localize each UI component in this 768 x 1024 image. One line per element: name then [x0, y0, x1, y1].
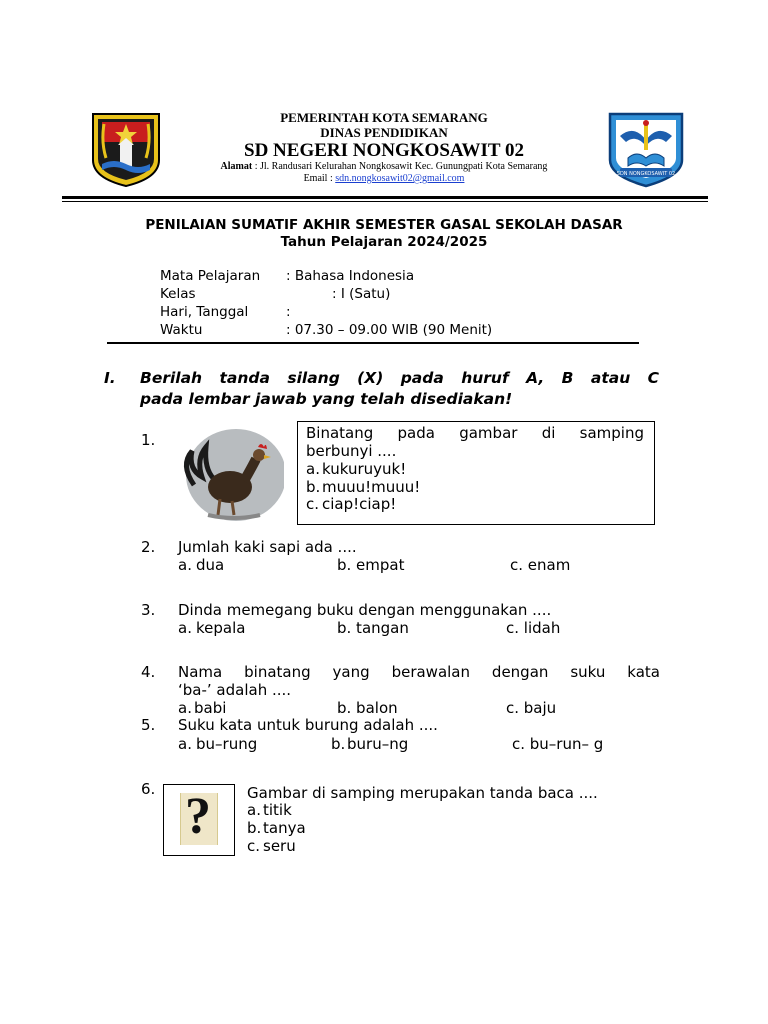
q1-option-b-letter: b. — [306, 478, 321, 496]
q1-text-line-1: Binatang pada gambar di samping — [306, 424, 644, 442]
q5-option-a[interactable]: bu–rung — [196, 735, 258, 753]
q5-text: Suku kata untuk burung adalah .... — [178, 716, 438, 734]
q6-option-c[interactable]: seru — [263, 837, 296, 855]
address-label: Alamat — [220, 161, 253, 172]
q5-number: 5. — [141, 716, 156, 734]
academic-year: Tahun Pelajaran 2024/2025 — [280, 234, 488, 250]
rooster-image — [174, 425, 284, 523]
email-link[interactable]: sdn.nongkosawit02@gmail.com — [335, 173, 465, 184]
q6-option-b[interactable]: tanya — [263, 819, 306, 837]
meta-rule — [107, 342, 639, 344]
q4-option-c[interactable]: c. baju — [506, 699, 557, 717]
q1-option-c[interactable]: ciap!ciap! — [322, 495, 397, 513]
q6-number: 6. — [141, 780, 156, 798]
meta-date-label: Hari, Tanggal — [160, 304, 249, 320]
q3-number: 3. — [141, 601, 156, 619]
q1-option-a[interactable]: kukuruyuk! — [322, 460, 407, 478]
meta-time-label: Waktu — [160, 322, 203, 338]
header-department: DINAS PENDIDIKAN — [320, 125, 448, 140]
school-name: SD NEGERI NONGKOSAWIT 02 — [244, 140, 524, 161]
q1-text-line-2: berbunyi .... — [306, 442, 397, 460]
meta-subject-value: : Bahasa Indonesia — [286, 268, 415, 284]
q1-option-a-letter: a. — [306, 460, 320, 478]
q2-option-c[interactable]: c. enam — [510, 556, 571, 574]
meta-class-label: Kelas — [160, 286, 196, 302]
q1-option-c-letter: c. — [306, 495, 320, 513]
meta-subject-label: Mata Pelajaran — [160, 268, 261, 284]
q1-number: 1. — [141, 431, 156, 449]
exam-title: PENILAIAN SUMATIF AKHIR SEMESTER GASAL SEKOLAH DASAR — [145, 217, 623, 233]
q3-option-a[interactable]: kepala — [196, 619, 246, 637]
badge-text: SDN NONGKOSAWIT 02 — [616, 171, 676, 177]
q3-text: Dinda memegang buku dengan menggunakan .... — [178, 601, 552, 619]
meta-time-value: : 07.30 – 09.00 WIB (90 Menit) — [286, 322, 493, 338]
section-numeral: I. — [104, 369, 116, 387]
q4-number: 4. — [141, 663, 156, 681]
q6-text: Gambar di samping merupakan tanda baca .... — [247, 784, 598, 802]
q2-text: Jumlah kaki sapi ada .... — [178, 538, 357, 556]
q6-option-c-letter: c. — [247, 837, 261, 855]
q6-option-a[interactable]: titik — [263, 801, 292, 819]
meta-class-value: : I (Satu) — [332, 286, 391, 302]
q4-option-a[interactable]: babi — [194, 699, 227, 717]
letterhead-rule-thick — [62, 196, 708, 199]
q4-option-a-letter: a. — [178, 699, 192, 717]
instruction-line-2: pada lembar jawab yang telah disediakan! — [140, 390, 513, 408]
q2-option-a[interactable]: dua — [196, 556, 225, 574]
q3-option-b[interactable]: b. tangan — [337, 619, 409, 637]
meta-date-value: : — [286, 304, 291, 320]
address-text: : Jl. Randusari Kelurahan Nongkosawit Kec. Gunungpati Kota Semarang — [254, 161, 548, 172]
q4-text-line-1: Nama binatang yang berawalan dengan suku kata — [178, 663, 660, 681]
q1-option-b[interactable]: muuu!muuu! — [322, 478, 421, 496]
q5-option-a-letter: a. — [178, 735, 192, 753]
q4-text-line-2: ‘ba-’ adalah .... — [178, 681, 292, 699]
letterhead-rule-thin — [62, 201, 708, 202]
q5-option-c[interactable]: c. bu–run– g — [512, 735, 604, 753]
q2-number: 2. — [141, 538, 156, 556]
q2-option-a-letter: a. — [178, 556, 192, 574]
q2-option-b[interactable]: b. empat — [337, 556, 405, 574]
q5-option-b-letter: b. — [331, 735, 346, 753]
school-badge-logo — [604, 110, 688, 188]
q6-option-b-letter: b. — [247, 819, 262, 837]
q3-option-a-letter: a. — [178, 619, 192, 637]
q6-option-a-letter: a. — [247, 801, 261, 819]
q5-option-b[interactable]: buru–ng — [347, 735, 409, 753]
instruction-line-1: Berilah tanda silang (X) pada huruf A, B atau C — [140, 369, 659, 387]
header-government: PEMERINTAH KOTA SEMARANG — [280, 110, 488, 125]
q3-option-c[interactable]: c. lidah — [506, 619, 561, 637]
question-mark-icon: ? — [185, 788, 211, 845]
q4-option-b[interactable]: b. balon — [337, 699, 398, 717]
email-label: Email : — [303, 173, 333, 184]
question-mark-box — [163, 784, 235, 856]
